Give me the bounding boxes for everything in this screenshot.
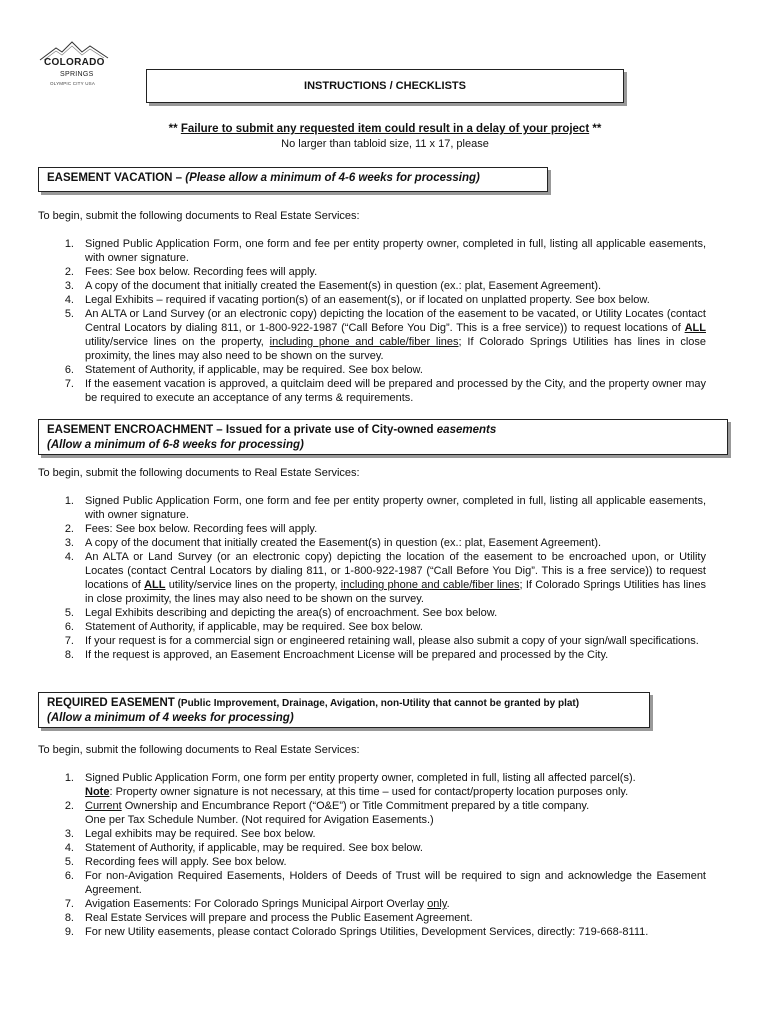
vacation-heading: EASEMENT VACATION –	[47, 172, 186, 184]
item-number: 2.	[64, 266, 74, 278]
item-number: 5.	[64, 856, 74, 868]
item-emphasis-only: only	[427, 898, 447, 910]
item-text: Signed Public Application Form, one form and fee per entity property owner, completed in full, listing all applicable easements, with owner signature.	[85, 238, 706, 264]
item-number: 7.	[64, 635, 74, 647]
item-text: For non-Avigation Required Easements, Holders of Deeds of Trust will be required to sign and acknowledge the Easement Agreement.	[85, 870, 706, 896]
list-item	[60, 911, 706, 925]
item-text: Statement of Authority, if applicable, may be required. See box below.	[85, 842, 423, 854]
item-number: 7.	[64, 898, 74, 910]
item-text: A copy of the document that initially created the Easement(s) in question (ex.: plat, Easement Agreement).	[85, 280, 602, 292]
list-item	[60, 648, 706, 662]
item-note-label: Note	[85, 786, 110, 798]
item-text: ; If Colorado Springs Utilities has lines in close proximity, the lines may also need to be shown on the survey.	[85, 579, 707, 605]
required-heading-italic: (Allow a minimum of 4 weeks for processing)	[47, 712, 294, 724]
item-number: 3.	[64, 828, 74, 840]
list-item	[60, 522, 706, 536]
item-number: 6.	[64, 364, 74, 376]
list-item	[60, 550, 706, 606]
list-item	[60, 536, 706, 550]
item-number: 5.	[64, 607, 74, 619]
list-item	[60, 279, 706, 293]
vacation-intro: To begin, submit the following documents to Real Estate Services:	[38, 210, 360, 222]
item-text: .	[446, 898, 450, 910]
item-text: utility/service lines on the property,	[85, 336, 270, 348]
item-emphasis-lines: including phone and cable/fiber lines	[269, 336, 459, 348]
warning-text: Failure to submit any requested item could result in a delay of your project	[180, 123, 590, 135]
item-number: 4.	[64, 842, 74, 854]
warning-notice	[0, 122, 770, 136]
item-text: If your request is for a commercial sign or engineered retaining wall, please also submit a copy of your sign/wall specifications.	[85, 635, 699, 647]
list-item	[60, 265, 706, 279]
item-text: Recording fees will apply. See box below.	[85, 856, 287, 868]
vacation-heading-italic: (Please allow a minimum of 4-6 weeks for processing)	[185, 172, 480, 184]
section-heading-encroachment	[38, 419, 728, 455]
item-emphasis-all: ALL	[144, 579, 166, 591]
item-number: 1.	[64, 238, 74, 250]
required-intro: To begin, submit the following documents to Real Estate Services:	[38, 744, 360, 756]
item-number: 9.	[64, 926, 74, 938]
item-emphasis-current: Current	[85, 800, 122, 812]
list-item	[60, 606, 706, 620]
item-emphasis-lines: including phone and cable/fiber lines	[340, 579, 520, 591]
item-text: Legal Exhibits – required if vacating portion(s) of an easement(s), or if located on unplatted property. See box below.	[85, 294, 650, 306]
list-item	[60, 799, 706, 827]
item-text: Real Estate Services will prepare and process the Public Easement Agreement.	[85, 912, 473, 924]
item-text: An ALTA or Land Survey (or an electronic copy) depicting the location of the easement to be vacated, or Utility Locates (contact Central Locators by dialing 811, or 1-800-922-1987 (“Call Before You Dig”. This is a free service)) to request locations of	[85, 308, 706, 334]
item-text: Ownership and Encumbrance Report (“O&E”) or Title Commitment prepared by a title company.	[121, 800, 590, 812]
encroachment-heading-italic: easements	[436, 424, 497, 436]
warning-prefix: **	[168, 123, 181, 135]
item-number: 6.	[64, 621, 74, 633]
required-heading: REQUIRED EASEMENT	[47, 697, 175, 709]
item-text: Avigation Easements: For Colorado Springs Municipal Airport Overlay	[85, 898, 428, 910]
list-item	[60, 237, 706, 265]
item-text: Fees: See box below. Recording fees will apply.	[85, 266, 318, 278]
encroachment-heading: EASEMENT ENCROACHMENT – Issued for a private use of City-owned	[47, 424, 437, 436]
list-item	[60, 841, 706, 855]
item-text: An ALTA or Land Survey (or an electronic copy) depicting the location of the easement to be encroached upon, or Utility Locates (contact Central Locators by dialing 811, or 1-800-922-1987 (“Call Before You Dig”. This is a free service)) to request locations of	[85, 551, 706, 591]
item-text: Legal exhibits may be required. See box below.	[85, 828, 316, 840]
item-text: One per Tax Schedule Number. (Not required for Avigation Easements.)	[85, 814, 434, 826]
required-list	[60, 771, 706, 939]
list-item	[60, 494, 706, 522]
list-item	[60, 293, 706, 307]
item-text: : Property owner signature is not necessary, at this time – used for contact/property location purposes only.	[109, 786, 629, 798]
required-heading-line2	[47, 711, 641, 726]
item-number: 5.	[64, 308, 74, 320]
required-heading-small: (Public Improvement, Drainage, Avigation, non-Utility that cannot be granted by plat)	[174, 698, 580, 709]
item-number: 6.	[64, 870, 74, 882]
list-item	[60, 771, 706, 799]
required-heading-line1	[47, 696, 641, 711]
encroachment-list	[60, 494, 706, 662]
item-number: 1.	[64, 772, 74, 784]
list-item	[60, 307, 706, 363]
page-title-box	[146, 69, 624, 103]
item-number: 4.	[64, 551, 74, 563]
list-item	[60, 363, 706, 377]
item-text: Statement of Authority, if applicable, may be required. See box below.	[85, 621, 423, 633]
item-text: A copy of the document that initially created the Easement(s) in question (ex.: plat, Easement Agreement).	[85, 537, 602, 549]
item-number: 8.	[64, 912, 74, 924]
list-item	[60, 869, 706, 897]
item-number: 7.	[64, 378, 74, 390]
item-text: If the easement vacation is approved, a quitclaim deed will be prepared and processed by the City, and the property owner may be required to execute an acceptance of any terms & requirements.	[85, 378, 706, 404]
item-text: Signed Public Application Form, one form per entity property owner, completed in full, listing all affected parcel(s).	[85, 772, 636, 784]
warning-suffix: **	[589, 123, 602, 135]
size-note: No larger than tabloid size, 11 x 17, please	[281, 138, 489, 150]
section-heading-vacation	[38, 167, 548, 192]
item-emphasis-all: ALL	[684, 322, 706, 334]
list-item	[60, 634, 706, 648]
encroachment-heading-line2	[47, 438, 719, 453]
encroachment-heading-italic-line2: (Allow a minimum of 6-8 weeks for processing)	[47, 439, 304, 451]
page-title: INSTRUCTIONS / CHECKLISTS	[304, 80, 466, 92]
item-text: Legal Exhibits describing and depicting the area(s) of encroachment. See box below.	[85, 607, 498, 619]
list-item	[60, 377, 706, 405]
item-text: Statement of Authority, if applicable, may be required. See box below.	[85, 364, 423, 376]
item-number: 2.	[64, 800, 74, 812]
item-text: Signed Public Application Form, one form and fee per entity property owner, completed in full, listing all applicable easements, with owner signature.	[85, 495, 706, 521]
logo-line1: COLORADO	[44, 57, 105, 68]
item-text: ; If Colorado Springs Utilities has lines in close proximity, the lines may also need to be shown on the survey.	[85, 336, 707, 362]
list-item	[60, 620, 706, 634]
item-text: For new Utility easements, please contact Colorado Springs Utilities, Development Services, directly: 719-668-8111.	[85, 926, 649, 938]
vacation-list	[60, 237, 706, 405]
item-number: 3.	[64, 537, 74, 549]
list-item	[60, 855, 706, 869]
item-number: 2.	[64, 523, 74, 535]
list-item	[60, 827, 706, 841]
section-heading-required	[38, 692, 650, 728]
item-number: 8.	[64, 649, 74, 661]
encroachment-heading-line1	[47, 423, 719, 438]
item-number: 1.	[64, 495, 74, 507]
encroachment-intro: To begin, submit the following documents to Real Estate Services:	[38, 467, 360, 479]
list-item	[60, 897, 706, 911]
logo-line2: SPRINGS	[60, 71, 94, 78]
list-item	[60, 925, 706, 939]
logo-line3: OLYMPIC CITY USA	[50, 81, 96, 86]
item-number: 3.	[64, 280, 74, 292]
item-text: If the request is approved, an Easement Encroachment License will be prepared and processed by the City.	[85, 649, 609, 661]
item-text: Fees: See box below. Recording fees will apply.	[85, 523, 318, 535]
item-number: 4.	[64, 294, 74, 306]
item-text: utility/service lines on the property,	[165, 579, 341, 591]
